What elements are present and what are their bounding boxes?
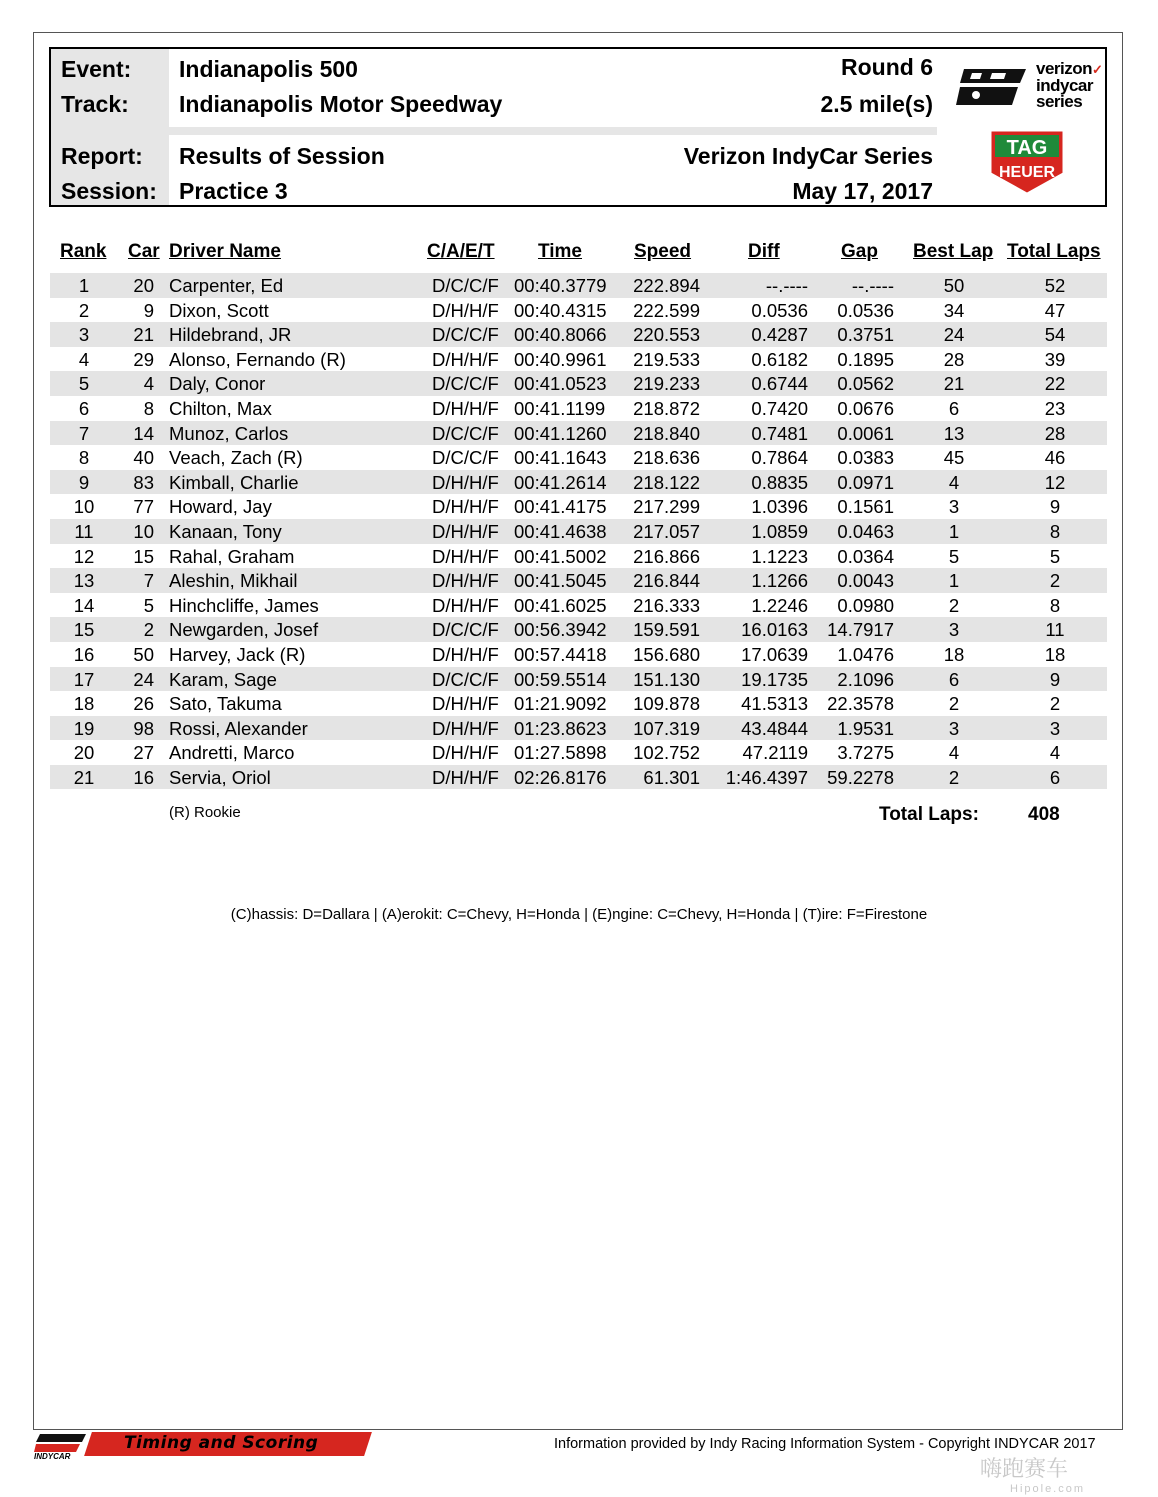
col-diff: Diff (748, 241, 780, 262)
col-cae: C/A/E/T (427, 241, 495, 262)
row-best-lap: 4 (948, 471, 960, 493)
row-rank: 1 (78, 275, 90, 296)
row-rank: 13 (73, 570, 95, 592)
row-driver: Rossi, Alexander (169, 717, 308, 739)
row-best-lap: 3 (948, 496, 960, 518)
row-time: 00:41.2614 (514, 471, 607, 493)
row-driver: Kimball, Charlie (169, 471, 299, 493)
row-speed: 217.299 (633, 496, 700, 518)
row-cae: D/H/H/F (432, 397, 499, 419)
watermark-cn: 嗨跑赛车 (980, 1456, 1069, 1481)
total-laps-label: Total Laps: (879, 804, 979, 825)
row-gap: 3.7275 (837, 742, 894, 764)
row-cae: D/C/C/F (432, 373, 499, 395)
row-total-laps: 8 (1049, 520, 1061, 542)
row-rank: 14 (73, 594, 95, 616)
row-best-lap: 2 (948, 766, 960, 788)
track-label: Track: (61, 91, 129, 117)
row-best-lap: 3 (948, 717, 960, 739)
row-car: 2 (143, 619, 154, 641)
row-rank: 16 (73, 643, 95, 665)
table-row (50, 593, 1107, 618)
row-total-laps: 23 (1044, 397, 1066, 419)
row-car: 24 (133, 668, 154, 690)
row-speed: 222.894 (633, 275, 700, 296)
table-row (50, 445, 1107, 470)
row-speed: 159.591 (633, 619, 700, 641)
col-car: Car (128, 241, 160, 262)
distance-value: 2.5 mile(s) (820, 91, 933, 117)
row-speed: 216.844 (633, 570, 700, 592)
row-gap: 0.0536 (837, 299, 894, 321)
row-diff: 19.1735 (741, 668, 808, 690)
row-best-lap: 5 (948, 545, 960, 567)
row-speed: 102.752 (633, 742, 700, 764)
watermark (980, 1452, 1085, 1495)
row-diff: 0.7481 (751, 422, 808, 444)
row-rank: 10 (73, 496, 95, 518)
row-time: 00:41.1199 (514, 397, 606, 419)
row-diff: 0.6744 (751, 373, 808, 395)
row-cae: D/H/H/F (432, 348, 499, 370)
row-time: 00:41.4175 (514, 496, 607, 518)
row-diff: 17.0639 (741, 643, 808, 665)
row-total-laps: 4 (1049, 742, 1061, 764)
row-cae: D/C/C/F (432, 619, 499, 641)
heuer-text: HEUER (998, 164, 1056, 181)
row-diff: 16.0163 (741, 619, 808, 641)
row-car: 20 (133, 275, 154, 296)
row-total-laps: 11 (1045, 619, 1065, 641)
check-icon: ✓ (1092, 62, 1103, 77)
row-cae: D/H/H/F (432, 520, 499, 542)
table-row (50, 519, 1107, 544)
row-time: 00:56.3942 (514, 619, 607, 641)
row-rank: 3 (78, 324, 90, 346)
row-total-laps: 8 (1049, 594, 1061, 616)
row-speed: 218.636 (633, 447, 700, 469)
table-row (50, 396, 1107, 421)
table-row (50, 617, 1107, 642)
total-laps-value: 408 (1028, 804, 1060, 825)
verizon-logo-text (1036, 61, 1102, 110)
indycar-small-text: INDYCAR (34, 1452, 71, 1461)
row-cae: D/C/C/F (432, 275, 499, 296)
row-diff: 1.0859 (751, 520, 808, 542)
row-total-laps: 22 (1044, 373, 1066, 395)
row-cae: D/H/H/F (432, 717, 499, 739)
row-gap: 0.0383 (837, 447, 894, 469)
row-driver: Andretti, Marco (169, 742, 295, 764)
row-speed: 218.872 (633, 397, 700, 419)
row-best-lap: 28 (943, 348, 965, 370)
row-gap: 0.0980 (837, 594, 894, 616)
table-row (50, 347, 1107, 372)
row-diff: 0.7864 (751, 447, 808, 469)
row-best-lap: 24 (943, 324, 965, 346)
row-car: 98 (133, 717, 154, 739)
row-diff: 0.6182 (751, 348, 808, 370)
rookie-note: (R) Rookie (169, 804, 241, 821)
row-total-laps: 2 (1049, 570, 1061, 592)
col-rank: Rank (60, 241, 107, 262)
row-car: 14 (133, 422, 154, 444)
copyright-info: Information provided by Indy Racing Information System - Copyright INDYCAR 2017 (554, 1436, 1096, 1452)
row-driver: Carpenter, Ed (169, 275, 284, 296)
row-gap: 0.0463 (837, 520, 894, 542)
col-time: Time (538, 241, 583, 262)
round-value: Round 6 (841, 54, 933, 80)
row-total-laps: 12 (1044, 471, 1066, 493)
row-time: 00:41.4638 (514, 520, 607, 542)
table-row (50, 273, 1107, 298)
row-speed: 222.599 (633, 299, 700, 321)
watermark-url: Hipole.com (1010, 1483, 1086, 1495)
row-gap: 0.1561 (837, 496, 894, 518)
table-row (50, 470, 1107, 495)
row-driver: Hinchcliffe, James (169, 594, 319, 616)
row-best-lap: 3 (948, 619, 960, 641)
indycar-wing-icon (956, 65, 1032, 111)
row-total-laps: 3 (1049, 717, 1061, 739)
row-driver: Munoz, Carlos (169, 422, 289, 444)
row-driver: Rahal, Graham (169, 545, 295, 567)
row-time: 01:27.5898 (514, 742, 607, 764)
row-best-lap: 21 (943, 373, 965, 395)
row-car: 40 (133, 447, 154, 469)
track-value: Indianapolis Motor Speedway (179, 91, 503, 117)
row-time: 01:21.9092 (514, 693, 607, 715)
table-row (50, 298, 1107, 323)
row-diff: 41.5313 (741, 693, 808, 715)
row-gap: 14.7917 (827, 619, 894, 641)
col-best-lap: Best Lap (913, 241, 994, 262)
table-row (50, 740, 1107, 765)
report-label: Report: (61, 143, 143, 169)
report-value: Results of Session (179, 143, 385, 169)
row-driver: Aleshin, Mikhail (169, 570, 298, 592)
row-gap: 22.3578 (827, 693, 894, 715)
row-time: 00:41.0523 (514, 373, 607, 395)
row-rank: 18 (73, 693, 95, 715)
row-driver: Hildebrand, JR (169, 324, 292, 346)
row-car: 83 (133, 471, 154, 493)
row-time: 00:57.4418 (514, 643, 607, 665)
verizon-indycar-logo (956, 59, 1106, 119)
table-row (50, 494, 1107, 519)
session-label: Session: (61, 178, 157, 204)
row-rank: 19 (73, 717, 95, 739)
row-gap: 59.2278 (827, 766, 894, 788)
row-time: 00:40.9961 (514, 348, 607, 370)
row-diff: 0.4287 (751, 324, 808, 346)
col-total-laps: Total Laps (1007, 241, 1101, 262)
row-car: 4 (143, 373, 154, 395)
table-row (50, 691, 1107, 716)
session-value: Practice 3 (179, 178, 288, 204)
row-gap: --.---- (851, 275, 894, 296)
row-car: 16 (133, 766, 154, 788)
row-speed: 109.878 (633, 693, 700, 715)
row-driver: Chilton, Max (169, 397, 272, 419)
row-rank: 6 (78, 397, 90, 419)
col-gap: Gap (841, 241, 878, 262)
row-rank: 12 (73, 545, 95, 567)
row-speed: 218.122 (633, 471, 700, 493)
table-row (50, 642, 1107, 667)
row-best-lap: 34 (943, 299, 965, 321)
event-label: Event: (61, 56, 132, 82)
row-cae: D/H/H/F (432, 693, 499, 715)
row-car: 9 (143, 299, 154, 321)
row-diff: 47.2119 (742, 742, 808, 764)
table-row (50, 568, 1107, 593)
results-table (50, 273, 1107, 789)
row-car: 77 (133, 496, 154, 518)
row-rank: 17 (73, 668, 95, 690)
row-driver: Dixon, Scott (169, 299, 269, 321)
row-total-laps: 28 (1044, 422, 1066, 444)
event-value: Indianapolis 500 (179, 56, 358, 82)
row-driver: Veach, Zach (R) (169, 447, 303, 469)
row-car: 29 (133, 348, 154, 370)
row-cae: D/C/C/F (432, 668, 499, 690)
row-total-laps: 9 (1049, 496, 1061, 518)
row-gap: 0.1895 (837, 348, 894, 370)
row-cae: D/H/H/F (432, 496, 499, 518)
row-driver: Kanaan, Tony (169, 520, 282, 542)
row-driver: Alonso, Fernando (R) (169, 348, 346, 370)
row-gap: 0.0971 (837, 471, 894, 493)
report-header (49, 47, 1107, 207)
row-time: 00:41.1260 (514, 422, 607, 444)
row-diff: 0.8835 (751, 471, 808, 493)
row-best-lap: 1 (948, 520, 960, 542)
row-speed: 217.057 (633, 520, 700, 542)
row-speed: 219.533 (633, 348, 700, 370)
row-driver: Sato, Takuma (169, 693, 282, 715)
row-best-lap: 13 (943, 422, 965, 444)
row-car: 15 (133, 545, 154, 567)
date-value: May 17, 2017 (792, 178, 933, 204)
row-cae: D/H/H/F (432, 545, 499, 567)
row-rank: 15 (73, 619, 95, 641)
row-total-laps: 6 (1049, 766, 1061, 788)
row-cae: D/H/H/F (432, 471, 499, 493)
row-best-lap: 1 (948, 570, 960, 592)
row-time: 00:59.5514 (514, 668, 607, 690)
row-cae: D/C/C/F (432, 324, 499, 346)
row-rank: 20 (73, 742, 95, 764)
row-speed: 156.680 (633, 643, 700, 665)
row-cae: D/C/C/F (432, 447, 499, 469)
row-time: 00:41.6025 (514, 594, 607, 616)
table-row (50, 371, 1107, 396)
row-cae: D/H/H/F (432, 742, 499, 764)
verizon-line2: indycar (1036, 76, 1093, 95)
header-divider (169, 127, 937, 135)
row-driver: Daly, Conor (169, 373, 266, 395)
row-total-laps: 9 (1049, 668, 1061, 690)
row-best-lap: 2 (948, 693, 960, 715)
abbreviation-legend: (C)hassis: D=Dallara | (A)erokit: C=Chevy, H=Honda | (E)ngine: C=Chevy, H=Honda | (T)ire: F=Firestone (230, 906, 928, 923)
row-total-laps: 46 (1044, 447, 1066, 469)
row-time: 02:26.8176 (514, 766, 607, 788)
row-best-lap: 45 (943, 447, 965, 469)
tag-heuer-shield-icon (989, 129, 1065, 195)
row-time: 00:41.1643 (514, 447, 607, 469)
row-diff: --.---- (765, 275, 808, 296)
row-speed: 151.130 (633, 668, 700, 690)
row-gap: 0.3751 (837, 324, 894, 346)
row-best-lap: 6 (948, 397, 960, 419)
row-driver: Harvey, Jack (R) (169, 643, 306, 665)
row-speed: 220.553 (633, 324, 700, 346)
row-car: 5 (143, 594, 154, 616)
row-car: 10 (133, 520, 154, 542)
row-diff: 43.4844 (741, 717, 808, 739)
row-car: 27 (133, 742, 154, 764)
row-car: 21 (133, 324, 154, 346)
row-diff: 1.1266 (751, 570, 808, 592)
series-value: Verizon IndyCar Series (683, 143, 933, 169)
row-cae: D/H/H/F (432, 766, 499, 788)
row-rank: 8 (78, 447, 90, 469)
row-car: 26 (133, 693, 154, 715)
row-rank: 21 (73, 766, 95, 788)
row-diff: 1.0396 (751, 496, 808, 518)
row-best-lap: 18 (943, 643, 965, 665)
table-row (50, 667, 1107, 692)
row-gap: 1.9531 (837, 717, 894, 739)
table-row (50, 322, 1107, 347)
row-driver: Servia, Oriol (169, 766, 271, 788)
row-total-laps: 5 (1049, 545, 1061, 567)
row-rank: 2 (78, 299, 90, 321)
row-rank: 7 (78, 422, 90, 444)
row-best-lap: 50 (943, 275, 965, 296)
verizon-line3: series (1036, 92, 1083, 111)
row-time: 00:41.5002 (514, 545, 607, 567)
row-diff: 1.1223 (751, 545, 808, 567)
row-cae: D/H/H/F (432, 594, 499, 616)
row-time: 00:40.3779 (514, 275, 607, 296)
row-diff: 1.2246 (751, 594, 808, 616)
row-cae: D/H/H/F (432, 643, 499, 665)
row-rank: 5 (78, 373, 90, 395)
row-diff: 0.0536 (751, 299, 808, 321)
row-car: 50 (133, 643, 154, 665)
tag-text: TAG (1006, 137, 1048, 159)
row-speed: 61.301 (643, 766, 700, 788)
tag-heuer-logo (989, 129, 1065, 195)
row-speed: 219.233 (633, 373, 700, 395)
row-time: 01:23.8623 (514, 717, 607, 739)
row-total-laps: 47 (1044, 299, 1066, 321)
timing-scoring-logo (34, 1430, 340, 1464)
row-total-laps: 54 (1044, 324, 1066, 346)
table-row (50, 421, 1107, 446)
row-diff: 0.7420 (751, 397, 808, 419)
row-time: 00:41.5045 (514, 570, 607, 592)
row-gap: 0.0061 (837, 422, 894, 444)
row-rank: 11 (74, 520, 94, 542)
row-driver: Newgarden, Josef (169, 619, 319, 641)
row-speed: 216.866 (633, 545, 700, 567)
row-cae: D/H/H/F (432, 299, 499, 321)
row-time: 00:40.8066 (514, 324, 607, 346)
row-total-laps: 39 (1044, 348, 1066, 370)
row-driver: Karam, Sage (169, 668, 277, 690)
table-row (50, 544, 1107, 569)
row-speed: 218.840 (633, 422, 700, 444)
row-rank: 9 (78, 471, 90, 493)
row-gap: 0.0676 (837, 397, 894, 419)
table-row (50, 716, 1107, 741)
row-gap: 0.0562 (837, 373, 894, 395)
timing-and-scoring-text: Timing and Scoring (124, 1433, 319, 1453)
table-row (50, 765, 1107, 790)
row-total-laps: 18 (1044, 643, 1066, 665)
row-gap: 0.0364 (837, 545, 894, 567)
row-speed: 216.333 (633, 594, 700, 616)
row-car: 7 (143, 570, 154, 592)
row-cae: D/H/H/F (432, 570, 499, 592)
row-time: 00:40.4315 (514, 299, 607, 321)
row-rank: 4 (78, 348, 90, 370)
col-driver: Driver Name (169, 241, 281, 262)
row-best-lap: 6 (948, 668, 960, 690)
row-gap: 2.1096 (837, 668, 894, 690)
row-speed: 107.319 (633, 717, 700, 739)
row-gap: 0.0043 (837, 570, 894, 592)
row-best-lap: 2 (948, 594, 960, 616)
row-total-laps: 52 (1044, 275, 1066, 296)
row-best-lap: 4 (948, 742, 960, 764)
row-diff: 1:46.4397 (725, 766, 808, 788)
col-speed: Speed (634, 241, 692, 262)
row-car: 8 (143, 397, 154, 419)
row-cae: D/C/C/F (432, 422, 499, 444)
row-driver: Howard, Jay (169, 496, 272, 518)
verizon-line1: verizon (1036, 59, 1093, 78)
row-gap: 1.0476 (837, 643, 894, 665)
row-total-laps: 2 (1049, 693, 1061, 715)
